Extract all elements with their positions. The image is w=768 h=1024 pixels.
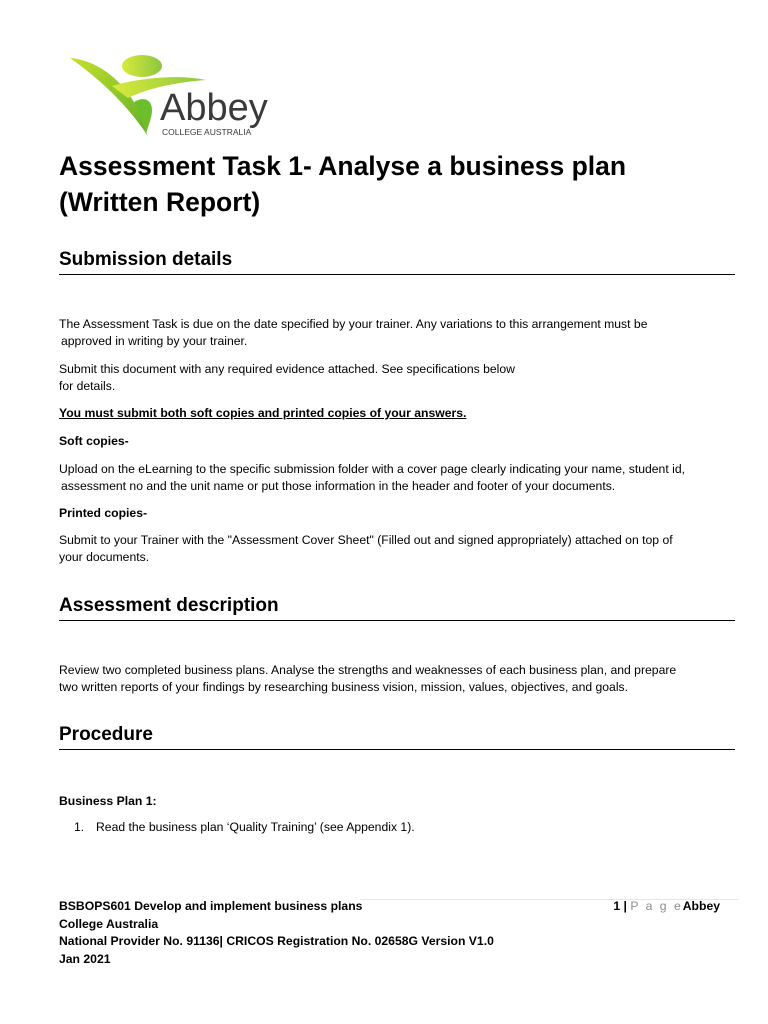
document-title bbox=[59, 148, 719, 220]
footer-line-1: BSBOPS601 Develop and implement business plans bbox=[59, 899, 363, 913]
soft-copies-label: Soft copies- bbox=[59, 434, 129, 448]
assessment-description-text bbox=[59, 662, 739, 696]
footer-page-number bbox=[560, 898, 720, 916]
business-plan-1-label: Business Plan 1: bbox=[59, 794, 157, 808]
submission-paragraph-2-line-2: for details. bbox=[59, 379, 116, 393]
submission-paragraph-1-line-1: The Assessment Task is due on the date specified by your trainer. Any variations to this arrangement must be bbox=[59, 317, 648, 331]
footer-info bbox=[59, 898, 529, 968]
title-line-2: (Written Report) bbox=[59, 187, 261, 217]
soft-copies-line-2: assessment no and the unit name or put those information in the header and footer of your documents. bbox=[61, 479, 616, 493]
list-item-number: 1. bbox=[74, 820, 85, 834]
procedure-list-item bbox=[0, 819, 740, 837]
page-number: 1 bbox=[613, 899, 621, 913]
logo-brand-subtitle: COLLEGE AUSTRALIA bbox=[162, 127, 252, 137]
submission-paragraph-1-line-2: approved in writing by your trainer. bbox=[61, 334, 248, 348]
list-item-text: Read the business plan ‘Quality Training’ (see Appendix 1). bbox=[96, 820, 415, 834]
soft-copies-line-1: Upload on the eLearning to the specific submission folder with a cover page clearly indicating your name, student id, bbox=[59, 462, 685, 476]
footer-line-2: College Australia bbox=[59, 916, 159, 931]
printed-copies-instructions bbox=[59, 532, 739, 566]
submission-paragraph-2-line-1: Submit this document with any required evidence attached. See specifications below bbox=[59, 362, 515, 376]
submission-paragraph-1 bbox=[59, 316, 739, 350]
soft-copies-instructions bbox=[59, 461, 739, 495]
description-line-1: Review two completed business plans. Analyse the strengths and weaknesses of each business plan, and prepare bbox=[59, 663, 677, 677]
submission-details-heading: Submission details bbox=[59, 248, 735, 275]
printed-copies-label: Printed copies- bbox=[59, 506, 148, 520]
abbey-college-logo bbox=[68, 52, 278, 144]
description-line-2: two written reports of your findings by researching business vision, mission, values, objectives, and goals. bbox=[59, 680, 629, 694]
page-separator: | bbox=[623, 899, 627, 913]
footer-line-4: Jan 2021 bbox=[59, 951, 111, 966]
page-word: P a g e bbox=[630, 899, 683, 913]
printed-copies-line-2: your documents. bbox=[59, 550, 150, 564]
must-submit-notice: You must submit both soft copies and printed copies of your answers. bbox=[59, 406, 467, 420]
footer-brand: Abbey bbox=[682, 899, 720, 913]
footer-line-3: National Provider No. 91136| CRICOS Registration No. 02658G Version V1.0 bbox=[59, 934, 494, 948]
printed-copies-line-1: Submit to your Trainer with the "Assessment Cover Sheet" (Filled out and signed appropriately) attached on top of bbox=[59, 533, 673, 547]
assessment-description-heading: Assessment description bbox=[59, 594, 735, 621]
submission-paragraph-2 bbox=[59, 361, 739, 395]
logo-brand-name: Abbey bbox=[160, 87, 268, 129]
title-line-1: Assessment Task 1- Analyse a business plan bbox=[59, 151, 627, 181]
logo-head-shape bbox=[122, 55, 162, 77]
procedure-heading: Procedure bbox=[59, 723, 735, 750]
